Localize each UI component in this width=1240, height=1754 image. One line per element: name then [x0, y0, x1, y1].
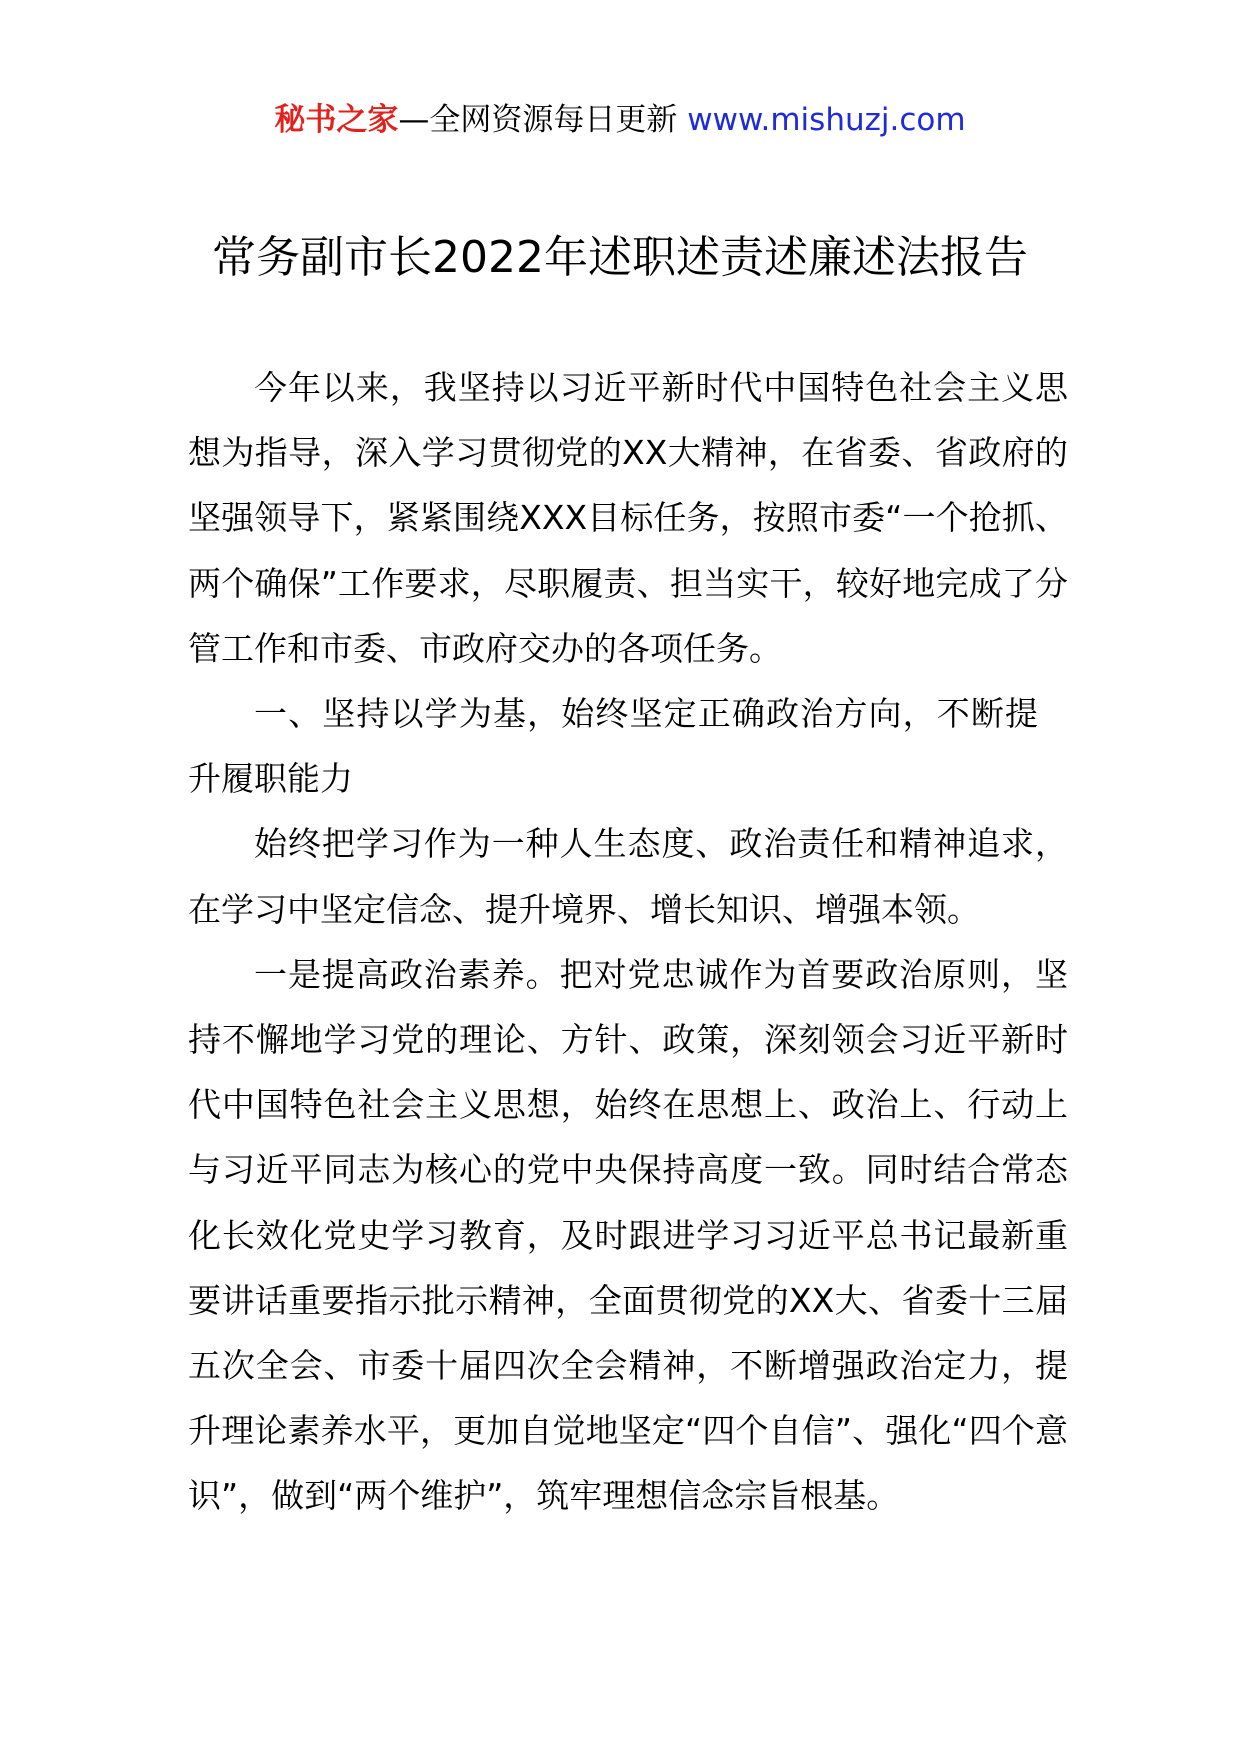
- intro-paragraph: 今年以来，我坚持以习近平新时代中国特色社会主义思想为指导，深入学习贯彻党的XX大精神，在省委、省政府的坚强领导下，紧紧围绕XXX目标任务，按照市委“一个抢抓、两个确保”工作要求，尽职履责、担当实干，较好地完成了分管工作和市委、市政府交办的各项任务。: [188, 368, 1068, 668]
- site-url-link[interactable]: www.mishuzj.com: [687, 102, 966, 138]
- site-slogan: —全网资源每日更新: [398, 102, 688, 138]
- document-body: [188, 355, 1068, 1529]
- site-header: [0, 98, 1240, 142]
- political-literacy-paragraph: 一是提高政治素养。把对党忠诚作为首要政治原则，坚持不懈地学习党的理论、方针、政策，深刻领会习近平新时代中国特色社会主义思想，始终在思想上、政治上、行动上与习近平同志为核心的党中央保持高度一致。同时结合常态化长效化党史学习教育，及时跟进学习习近平总书记最新重要讲话重要指示批示精神，全面贯彻党的XX大、省委十三届五次全会、市委十届四次全会精神，不断增强政治定力，提升理论素养水平，更加自觉地坚定“四个自信”、强化“四个意识”，做到“两个维护”，筑牢理想信念宗旨根基。: [188, 954, 1068, 1516]
- section-intro-paragraph: 始终把学习作为一种人生态度、政治责任和精神追求，在学习中坚定信念、提升境界、增长知识、增强本领。: [188, 824, 1068, 929]
- section-heading: 一、坚持以学为基，始终坚定正确政治方向，不断提升履职能力: [188, 694, 1038, 799]
- document-title: 常务副市长2022年述职述责述廉述法报告: [212, 232, 1028, 283]
- brand-name: 秘书之家: [274, 102, 399, 138]
